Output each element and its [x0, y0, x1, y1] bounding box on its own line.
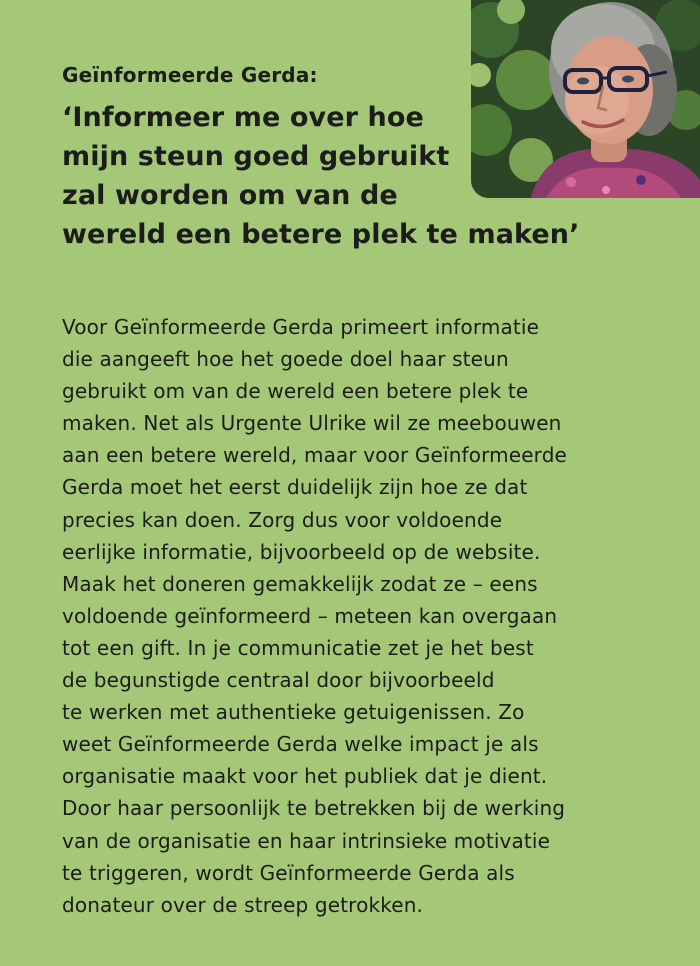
quote-line: zal worden om van de	[62, 180, 398, 211]
body-line: precies kan doen. Zorg dus voor voldoende	[62, 507, 503, 532]
quote-line: mijn steun goed gebruikt	[62, 141, 450, 172]
body-line: weet Geïnformeerde Gerda welke impact je als	[62, 732, 539, 757]
persona-quote	[62, 98, 622, 254]
body-line: Voor Geïnformeerde Gerda primeert informatie	[62, 315, 540, 339]
body-line: donateur over de streep getrokken.	[62, 892, 424, 917]
quote-line: ‘Informeer me over hoe	[62, 102, 424, 133]
body-line: van de organisatie en haar intrinsieke motivatie	[62, 828, 551, 853]
quote-line: wereld een betere plek te maken’	[62, 219, 580, 250]
body-line: Maak het doneren gemakkelijk zodat ze – eens	[62, 571, 538, 596]
body-line: aan een betere wereld, maar voor Geïnformeerde	[62, 443, 568, 468]
persona-name: Geïnformeerde Gerda:	[62, 63, 318, 87]
body-line: te werken met authentieke getuigenissen. Zo	[62, 700, 525, 725]
body-line: organisatie maakt voor het publiek dat je dient.	[62, 764, 548, 789]
body-line: te triggeren, wordt Geïnformeerde Gerda als	[62, 860, 515, 885]
body-line: tot een gift. In je communicatie zet je het best	[62, 635, 534, 660]
body-line: maken. Net als Urgente Ulrike wil ze meebouwen	[62, 411, 562, 436]
body-line: Gerda moet het eerst duidelijk zijn hoe ze dat	[62, 475, 528, 500]
body-line: eerlijke informatie, bijvoorbeeld op de website.	[62, 539, 541, 564]
persona-description	[62, 311, 662, 921]
body-line: de begunstigde centraal door bijvoorbeeld	[62, 668, 495, 693]
body-line: voldoende geïnformeerd – meteen kan overgaan	[62, 603, 558, 628]
body-line: gebruikt om van de wereld een betere plek te	[62, 379, 529, 404]
body-line: Door haar persoonlijk te betrekken bij de werking	[62, 796, 566, 821]
body-line: die aangeeft hoe het goede doel haar steun	[62, 347, 509, 372]
